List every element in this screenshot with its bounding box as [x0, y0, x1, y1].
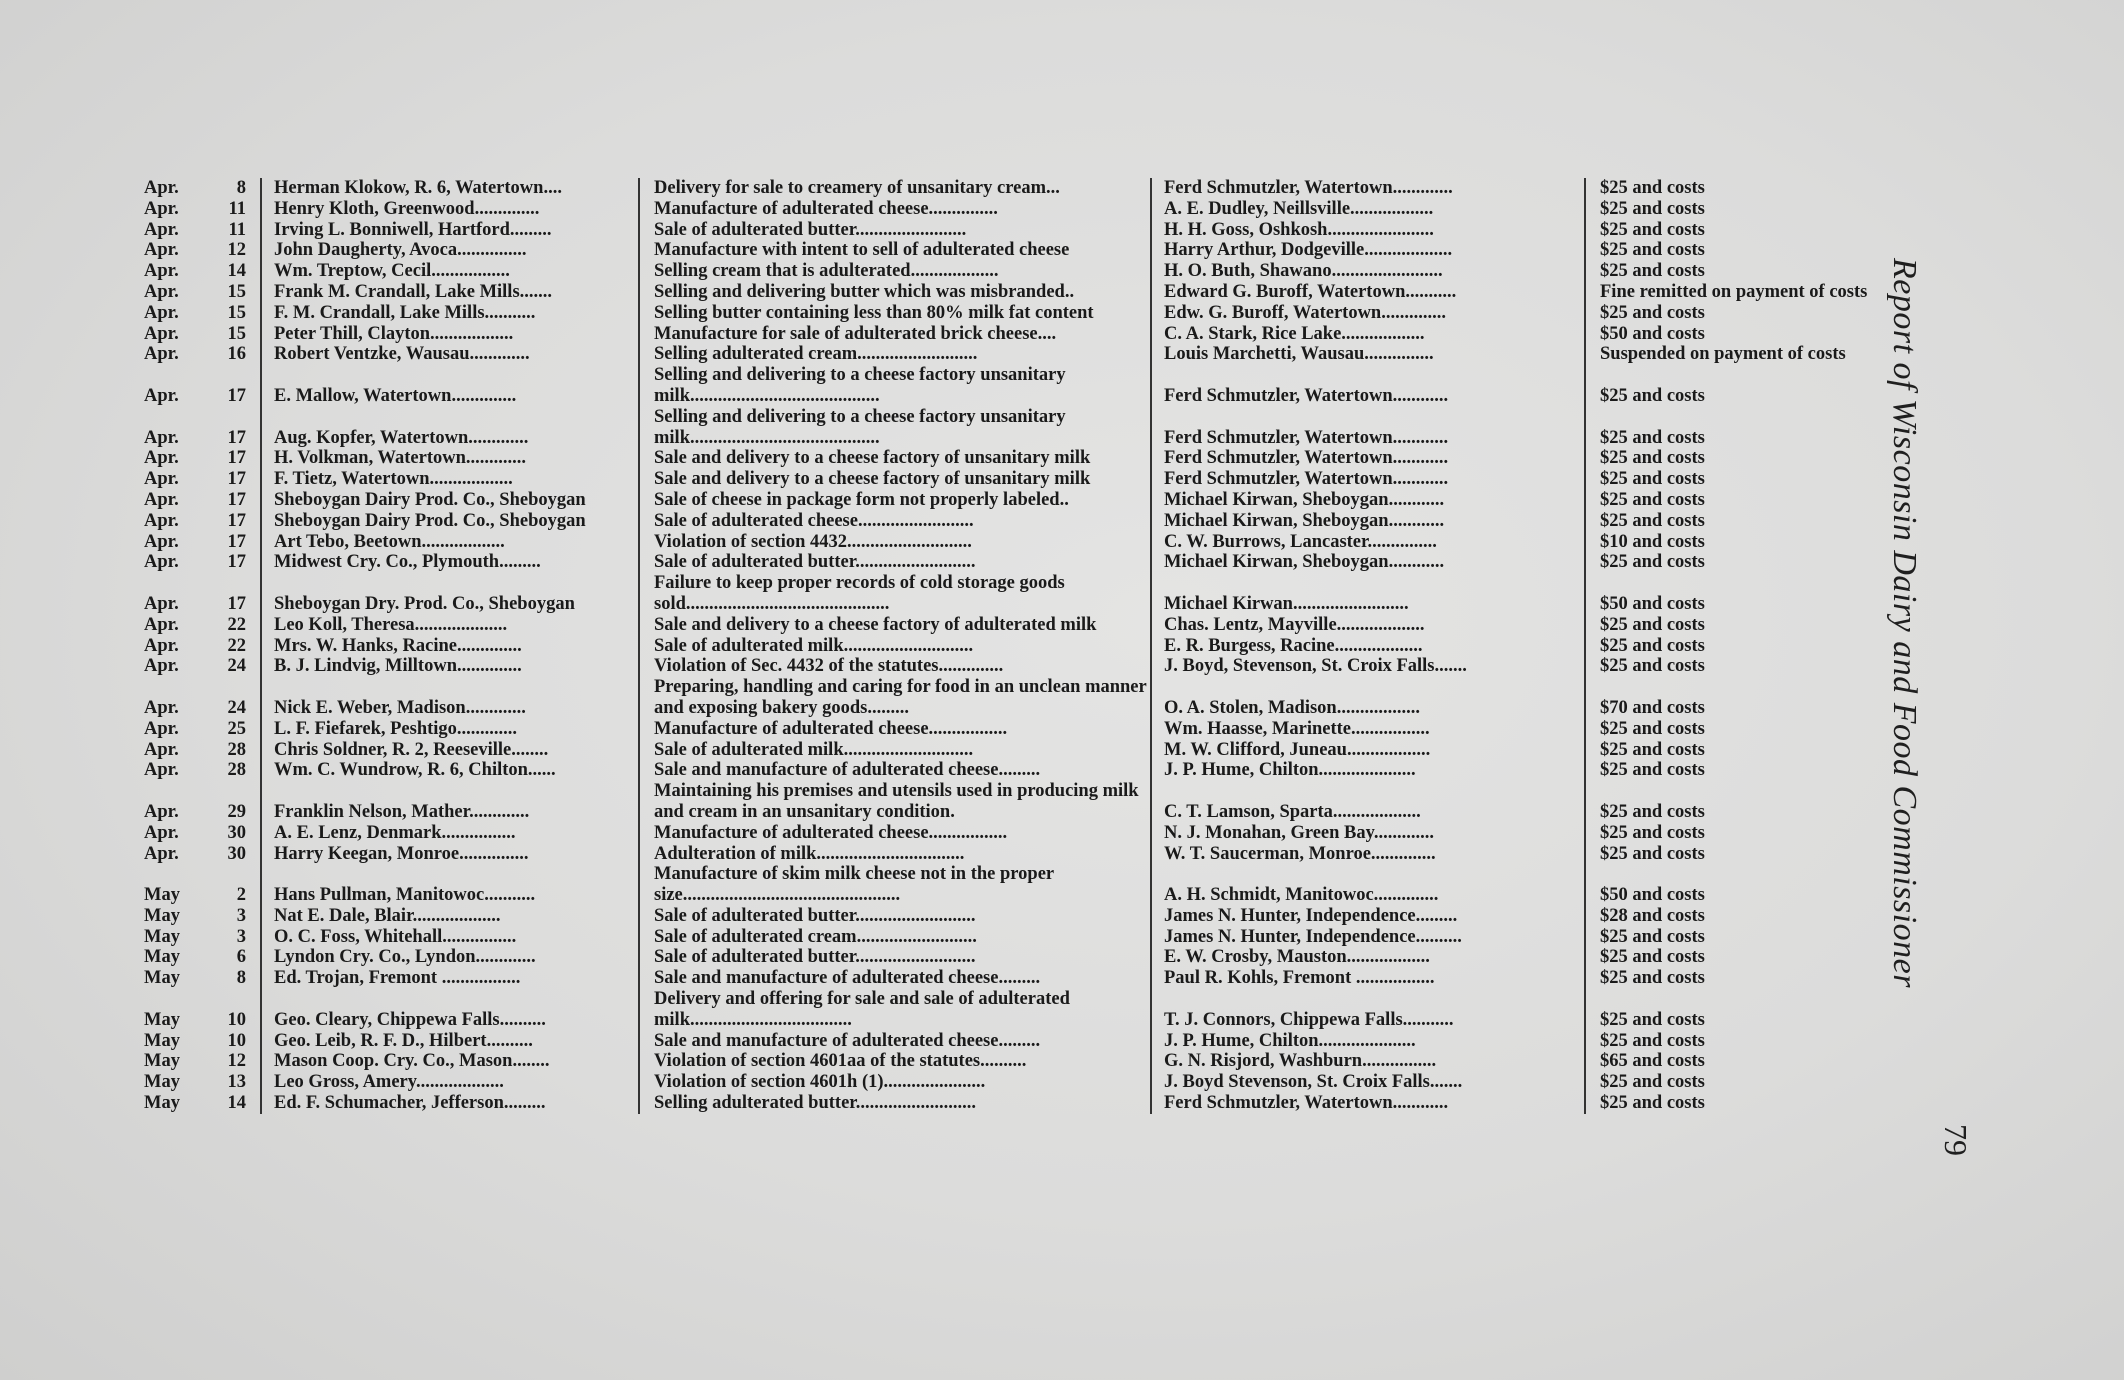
offense-cell: Sale and manufacture of adulterated cheese.........: [639, 968, 1151, 989]
date-day: 14: [227, 261, 246, 282]
defendant-cell: Frank M. Crandall, Lake Mills.......: [261, 282, 639, 303]
result-cell: $65 and costs: [1585, 1051, 1920, 1072]
prosecutor-cell: J. Boyd Stevenson, St. Croix Falls.......: [1151, 1072, 1585, 1093]
date-month: May: [144, 1030, 180, 1051]
result-cell: $25 and costs: [1585, 615, 1920, 636]
table-row: [140, 490, 1920, 511]
table-row: [140, 947, 1920, 968]
result-cell: $25 and costs: [1585, 719, 1920, 740]
date-day: 17: [227, 510, 246, 531]
prosecutor-cell: Harry Arthur, Dodgeville...................: [1151, 240, 1585, 261]
date-month: Apr.: [144, 219, 179, 240]
date-month: Apr.: [144, 427, 179, 448]
result-cell: $25 and costs: [1585, 760, 1920, 781]
date-day: 8: [236, 968, 246, 989]
offense-cell: Violation of section 4432...........................: [639, 532, 1151, 553]
result-cell: $50 and costs: [1585, 573, 1920, 615]
date-month: May: [144, 885, 180, 906]
date-day: 16: [227, 344, 246, 365]
result-cell: $25 and costs: [1585, 511, 1920, 532]
date-day: 17: [227, 469, 246, 490]
offense-cell: Sale of adulterated cream..........................: [639, 927, 1151, 948]
result-cell: $25 and costs: [1585, 1031, 1920, 1052]
date-day: 10: [227, 1030, 246, 1051]
result-cell: $25 and costs: [1585, 178, 1920, 199]
result-cell: $25 and costs: [1585, 968, 1920, 989]
table-row: [140, 740, 1920, 761]
date-day: 28: [227, 739, 246, 760]
table-row: [140, 407, 1920, 449]
result-cell: $25 and costs: [1585, 240, 1920, 261]
date-day: 30: [227, 822, 246, 843]
offense-cell: Sale of adulterated milk............................: [639, 740, 1151, 761]
date-day: 17: [227, 593, 246, 614]
offense-cell: Preparing, handling and caring for food in an unclean manner and exposing bakery goods.........: [639, 677, 1151, 719]
result-cell: $50 and costs: [1585, 324, 1920, 345]
date-day: 15: [227, 323, 246, 344]
result-cell: $25 and costs: [1585, 365, 1920, 407]
result-cell: $25 and costs: [1585, 947, 1920, 968]
prosecutor-cell: G. N. Risjord, Washburn................: [1151, 1051, 1585, 1072]
offense-cell: Selling and delivering to a cheese factory unsanitary milk.........................................: [639, 365, 1151, 407]
defendant-cell: A. E. Lenz, Denmark................: [261, 823, 639, 844]
table-row: [140, 636, 1920, 657]
date-day: 22: [227, 635, 246, 656]
prosecutor-cell: N. J. Monahan, Green Bay.............: [1151, 823, 1585, 844]
table-row: [140, 511, 1920, 532]
prosecutor-cell: Michael Kirwan, Sheboygan............: [1151, 552, 1585, 573]
defendant-cell: Leo Gross, Amery...................: [261, 1072, 639, 1093]
offense-cell: Manufacture with intent to sell of adulterated cheese: [639, 240, 1151, 261]
result-cell: $25 and costs: [1585, 636, 1920, 657]
result-cell: $25 and costs: [1585, 989, 1920, 1031]
date-month: Apr.: [144, 261, 179, 282]
date-day: 13: [227, 1072, 246, 1093]
date-day: 29: [227, 801, 246, 822]
result-cell: $50 and costs: [1585, 864, 1920, 906]
table-row: [140, 968, 1920, 989]
table-row: [140, 927, 1920, 948]
prosecutor-cell: Ferd Schmutzler, Watertown............: [1151, 407, 1585, 449]
date-month: May: [144, 1093, 180, 1114]
prosecutor-cell: Michael Kirwan.........................: [1151, 573, 1585, 615]
offense-cell: Violation of section 4601aa of the statutes..........: [639, 1051, 1151, 1072]
date-month: May: [144, 1051, 180, 1072]
table-row: [140, 220, 1920, 241]
result-cell: $25 and costs: [1585, 781, 1920, 823]
defendant-cell: John Daugherty, Avoca...............: [261, 240, 639, 261]
defendant-cell: Henry Kloth, Greenwood..............: [261, 199, 639, 220]
date-month: Apr.: [144, 635, 179, 656]
defendant-cell: Sheboygan Dairy Prod. Co., Sheboygan: [261, 511, 639, 532]
offense-cell: Adulteration of milk................................: [639, 844, 1151, 865]
prosecutions-table: [140, 178, 1920, 1114]
result-cell: $70 and costs: [1585, 677, 1920, 719]
date-day: 8: [236, 178, 246, 198]
table-row: [140, 823, 1920, 844]
prosecutor-cell: Ferd Schmutzler, Watertown............: [1151, 448, 1585, 469]
defendant-cell: F. M. Crandall, Lake Mills...........: [261, 303, 639, 324]
date-month: Apr.: [144, 240, 179, 261]
prosecutor-cell: A. E. Dudley, Neillsville..................: [1151, 199, 1585, 220]
table-row: [140, 324, 1920, 345]
defendant-cell: Mason Coop. Cry. Co., Mason........: [261, 1051, 639, 1072]
table-row: [140, 448, 1920, 469]
date-month: Apr.: [144, 448, 179, 469]
result-cell: $25 and costs: [1585, 1072, 1920, 1093]
result-cell: $25 and costs: [1585, 220, 1920, 241]
result-cell: $25 and costs: [1585, 656, 1920, 677]
date-month: May: [144, 947, 180, 968]
date-day: 10: [227, 1009, 246, 1030]
date-month: Apr.: [144, 843, 179, 864]
prosecutor-cell: E. R. Burgess, Racine...................: [1151, 636, 1585, 657]
table-row: [140, 1031, 1920, 1052]
prosecutor-cell: Wm. Haasse, Marinette.................: [1151, 719, 1585, 740]
offense-cell: Sale of cheese in package form not properly labeled..: [639, 490, 1151, 511]
defendant-cell: L. F. Fiefarek, Peshtigo.............: [261, 719, 639, 740]
defendant-cell: Hans Pullman, Manitowoc...........: [261, 864, 639, 906]
prosecutor-cell: M. W. Clifford, Juneau..................: [1151, 740, 1585, 761]
defendant-cell: Mrs. W. Hanks, Racine..............: [261, 636, 639, 657]
defendant-cell: Herman Klokow, R. 6, Watertown....: [261, 178, 639, 199]
table-row: [140, 989, 1920, 1031]
defendant-cell: Robert Ventzke, Wausau.............: [261, 344, 639, 365]
table-row: [140, 344, 1920, 365]
table-row: [140, 552, 1920, 573]
result-cell: $25 and costs: [1585, 927, 1920, 948]
date-day: 17: [227, 427, 246, 448]
prosecutor-cell: J. P. Hume, Chilton.....................: [1151, 1031, 1585, 1052]
defendant-cell: Franklin Nelson, Mather.............: [261, 781, 639, 823]
prosecutor-cell: Michael Kirwan, Sheboygan............: [1151, 490, 1585, 511]
offense-cell: Sale and manufacture of adulterated cheese.........: [639, 1031, 1151, 1052]
prosecutor-cell: Paul R. Kohls, Fremont .................: [1151, 968, 1585, 989]
date-day: 25: [227, 718, 246, 739]
date-month: Apr.: [144, 739, 179, 760]
offense-cell: Delivery and offering for sale and sale of adulterated milk...................................: [639, 989, 1151, 1031]
result-cell: Fine remitted on payment of costs: [1585, 282, 1920, 303]
date-day: 30: [227, 843, 246, 864]
defendant-cell: Leo Koll, Theresa....................: [261, 615, 639, 636]
result-cell: $25 and costs: [1585, 490, 1920, 511]
prosecutor-cell: W. T. Saucerman, Monroe..............: [1151, 844, 1585, 865]
date-month: Apr.: [144, 760, 179, 781]
result-cell: $25 and costs: [1585, 303, 1920, 324]
offense-cell: Failure to keep proper records of cold storage goods sold............................................: [639, 573, 1151, 615]
date-day: 17: [227, 531, 246, 552]
offense-cell: Manufacture of adulterated cheese...............: [639, 199, 1151, 220]
table-row: [140, 1051, 1920, 1072]
date-day: 22: [227, 614, 246, 635]
offense-cell: Selling and delivering to a cheese factory unsanitary milk.........................................: [639, 407, 1151, 449]
table-row: [140, 178, 1920, 199]
prosecutor-cell: Ferd Schmutzler, Watertown.............: [1151, 178, 1585, 199]
prosecutor-cell: A. H. Schmidt, Manitowoc..............: [1151, 864, 1585, 906]
table-row: [140, 1072, 1920, 1093]
date-day: 28: [227, 760, 246, 781]
offense-cell: Sale and delivery to a cheese factory of adulterated milk: [639, 615, 1151, 636]
prosecutor-cell: Michael Kirwan, Sheboygan............: [1151, 511, 1585, 532]
result-cell: $25 and costs: [1585, 199, 1920, 220]
result-cell: $25 and costs: [1585, 407, 1920, 449]
defendant-cell: Harry Keegan, Monroe...............: [261, 844, 639, 865]
prosecutor-cell: Ferd Schmutzler, Watertown............: [1151, 365, 1585, 407]
table-row: [140, 781, 1920, 823]
date-month: May: [144, 1072, 180, 1093]
date-month: Apr.: [144, 178, 179, 198]
date-month: Apr.: [144, 531, 179, 552]
defendant-cell: E. Mallow, Watertown..............: [261, 365, 639, 407]
date-day: 15: [227, 302, 246, 323]
date-day: 6: [236, 947, 246, 968]
date-day: 14: [227, 1093, 246, 1114]
prosecutor-cell: Ferd Schmutzler, Watertown............: [1151, 1093, 1585, 1114]
offense-cell: Manufacture for sale of adulterated brick cheese....: [639, 324, 1151, 345]
date-month: Apr.: [144, 510, 179, 531]
prosecutor-cell: James N. Hunter, Independence.........: [1151, 906, 1585, 927]
offense-cell: Delivery for sale to creamery of unsanitary cream...: [639, 178, 1151, 199]
date-day: 17: [227, 385, 246, 406]
defendant-cell: Geo. Leib, R. F. D., Hilbert..........: [261, 1031, 639, 1052]
prosecutor-cell: Chas. Lentz, Mayville...................: [1151, 615, 1585, 636]
result-cell: $25 and costs: [1585, 740, 1920, 761]
date-day: 11: [228, 198, 246, 219]
defendant-cell: Art Tebo, Beetown..................: [261, 532, 639, 553]
prosecutor-cell: J. P. Hume, Chilton.....................: [1151, 760, 1585, 781]
defendant-cell: Wm. C. Wundrow, R. 6, Chilton......: [261, 760, 639, 781]
date-day: 17: [227, 448, 246, 469]
table-row: [140, 719, 1920, 740]
date-month: Apr.: [144, 801, 179, 822]
date-month: Apr.: [144, 302, 179, 323]
date-month: Apr.: [144, 552, 179, 573]
offense-cell: Sale of adulterated butter..........................: [639, 552, 1151, 573]
prosecutor-cell: C. W. Burrows, Lancaster...............: [1151, 532, 1585, 553]
table-row: [140, 615, 1920, 636]
offense-cell: Selling adulterated butter..........................: [639, 1093, 1151, 1114]
date-day: 24: [227, 656, 246, 677]
prosecutor-cell: Ferd Schmutzler, Watertown............: [1151, 469, 1585, 490]
date-month: Apr.: [144, 469, 179, 490]
date-month: Apr.: [144, 593, 179, 614]
table-row: [140, 365, 1920, 407]
date-day: 2: [236, 885, 246, 906]
defendant-cell: Midwest Cry. Co., Plymouth.........: [261, 552, 639, 573]
result-cell: $25 and costs: [1585, 844, 1920, 865]
result-cell: $25 and costs: [1585, 261, 1920, 282]
date-month: Apr.: [144, 656, 179, 677]
date-month: May: [144, 905, 180, 926]
prosecutor-cell: C. T. Lamson, Sparta...................: [1151, 781, 1585, 823]
date-day: 15: [227, 281, 246, 302]
defendant-cell: Lyndon Cry. Co., Lyndon.............: [261, 947, 639, 968]
defendant-cell: Nick E. Weber, Madison.............: [261, 677, 639, 719]
defendant-cell: Sheboygan Dry. Prod. Co., Sheboygan: [261, 573, 639, 615]
result-cell: Suspended on payment of costs: [1585, 344, 1920, 365]
date-month: Apr.: [144, 323, 179, 344]
offense-cell: Sale and delivery to a cheese factory of unsanitary milk: [639, 448, 1151, 469]
offense-cell: Sale of adulterated butter..........................: [639, 906, 1151, 927]
offense-cell: Selling cream that is adulterated...................: [639, 261, 1151, 282]
table-row: [140, 844, 1920, 865]
result-cell: $25 and costs: [1585, 823, 1920, 844]
offense-cell: Violation of Sec. 4432 of the statutes..............: [639, 656, 1151, 677]
table-row: [140, 240, 1920, 261]
prosecutor-cell: James N. Hunter, Independence..........: [1151, 927, 1585, 948]
defendant-cell: Peter Thill, Clayton..................: [261, 324, 639, 345]
date-day: 17: [227, 489, 246, 510]
table-row: [140, 906, 1920, 927]
offense-cell: Manufacture of skim milk cheese not in the proper size...............................................: [639, 864, 1151, 906]
result-cell: $10 and costs: [1585, 532, 1920, 553]
prosecutor-cell: C. A. Stark, Rice Lake..................: [1151, 324, 1585, 345]
result-cell: $25 and costs: [1585, 552, 1920, 573]
date-month: Apr.: [144, 614, 179, 635]
date-month: Apr.: [144, 281, 179, 302]
date-month: Apr.: [144, 385, 179, 406]
table-row: [140, 303, 1920, 324]
date-month: Apr.: [144, 344, 179, 365]
date-day: 11: [228, 219, 246, 240]
prosecutor-cell: J. Boyd, Stevenson, St. Croix Falls.......: [1151, 656, 1585, 677]
result-cell: $25 and costs: [1585, 469, 1920, 490]
date-day: 3: [236, 926, 246, 947]
table-row: [140, 532, 1920, 553]
offense-cell: Selling butter containing less than 80% milk fat content: [639, 303, 1151, 324]
running-title: Report of Wisconsin Dairy and Food Commissioner: [1886, 258, 1923, 988]
defendant-cell: Ed. F. Schumacher, Jefferson.........: [261, 1093, 639, 1114]
date-month: Apr.: [144, 489, 179, 510]
table-row: [140, 282, 1920, 303]
offense-cell: Selling and delivering butter which was misbranded..: [639, 282, 1151, 303]
offense-cell: Maintaining his premises and utensils used in producing milk and cream in an unsanitary condition.: [639, 781, 1151, 823]
defendant-cell: Aug. Kopfer, Watertown.............: [261, 407, 639, 449]
offense-cell: Sale of adulterated butter........................: [639, 220, 1151, 241]
table-row: [140, 199, 1920, 220]
defendant-cell: Nat E. Dale, Blair...................: [261, 906, 639, 927]
result-cell: $25 and costs: [1585, 1093, 1920, 1114]
table-row: [140, 573, 1920, 615]
defendant-cell: Irving L. Bonniwell, Hartford.........: [261, 220, 639, 241]
defendant-cell: F. Tietz, Watertown..................: [261, 469, 639, 490]
result-cell: $28 and costs: [1585, 906, 1920, 927]
defendant-cell: O. C. Foss, Whitehall................: [261, 927, 639, 948]
prosecutor-cell: Louis Marchetti, Wausau...............: [1151, 344, 1585, 365]
table-row: [140, 656, 1920, 677]
prosecutor-cell: O. A. Stolen, Madison..................: [1151, 677, 1585, 719]
prosecutions-table-body: [140, 178, 1920, 1114]
date-month: May: [144, 1009, 180, 1030]
defendant-cell: Geo. Cleary, Chippewa Falls..........: [261, 989, 639, 1031]
offense-cell: Sale of adulterated butter..........................: [639, 947, 1151, 968]
date-day: 3: [236, 905, 246, 926]
offense-cell: Manufacture of adulterated cheese.................: [639, 823, 1151, 844]
date-month: May: [144, 926, 180, 947]
date-day: 12: [227, 1051, 246, 1072]
offense-cell: Sale and manufacture of adulterated cheese.........: [639, 760, 1151, 781]
defendant-cell: Ed. Trojan, Fremont .................: [261, 968, 639, 989]
date-month: May: [144, 968, 180, 989]
defendant-cell: Sheboygan Dairy Prod. Co., Sheboygan: [261, 490, 639, 511]
date-day: 24: [227, 697, 246, 718]
date-day: 12: [227, 240, 246, 261]
offense-cell: Sale of adulterated milk............................: [639, 636, 1151, 657]
defendant-cell: H. Volkman, Watertown.............: [261, 448, 639, 469]
offense-cell: Sale of adulterated cheese.........................: [639, 511, 1151, 532]
result-cell: $25 and costs: [1585, 448, 1920, 469]
offense-cell: Sale and delivery to a cheese factory of unsanitary milk: [639, 469, 1151, 490]
prosecutor-cell: T. J. Connors, Chippewa Falls...........: [1151, 989, 1585, 1031]
table-row: [140, 469, 1920, 490]
prosecutor-cell: E. W. Crosby, Mauston..................: [1151, 947, 1585, 968]
date-month: Apr.: [144, 198, 179, 219]
table-row: [140, 1093, 1920, 1114]
defendant-cell: B. J. Lindvig, Milltown..............: [261, 656, 639, 677]
table-row: [140, 677, 1920, 719]
defendant-cell: Wm. Treptow, Cecil.................: [261, 261, 639, 282]
offense-cell: Selling adulterated cream..........................: [639, 344, 1151, 365]
table-row: [140, 864, 1920, 906]
defendant-cell: Chris Soldner, R. 2, Reeseville........: [261, 740, 639, 761]
table-row: [140, 760, 1920, 781]
date-day: 17: [227, 552, 246, 573]
offense-cell: Violation of section 4601h (1)......................: [639, 1072, 1151, 1093]
prosecutor-cell: Edw. G. Buroff, Watertown..............: [1151, 303, 1585, 324]
date-month: Apr.: [144, 822, 179, 843]
page-number: 79: [1938, 1124, 1974, 1156]
prosecutor-cell: H. H. Goss, Oshkosh.......................: [1151, 220, 1585, 241]
date-month: Apr.: [144, 697, 179, 718]
prosecutor-cell: H. O. Buth, Shawano........................: [1151, 261, 1585, 282]
prosecutor-cell: Edward G. Buroff, Watertown...........: [1151, 282, 1585, 303]
table-row: [140, 261, 1920, 282]
date-month: Apr.: [144, 718, 179, 739]
offense-cell: Manufacture of adulterated cheese.................: [639, 719, 1151, 740]
